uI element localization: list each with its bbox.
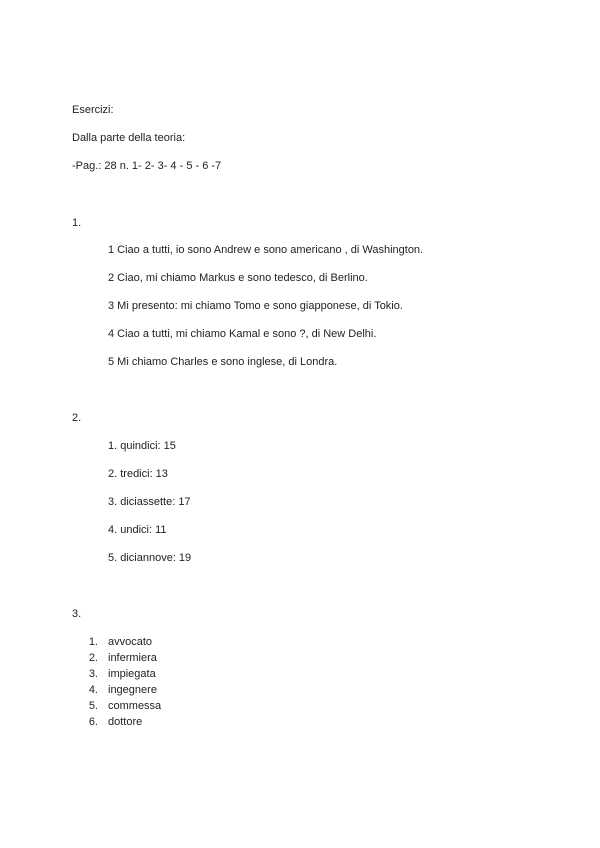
section-1-item: 2 Ciao, mi chiamo Markus e sono tedesco, di Berlino. bbox=[108, 272, 368, 284]
section-2-item: 3. diciassette: 17 bbox=[108, 496, 191, 508]
section-1-item: 4 Ciao a tutti, mi chiamo Kamal e sono ?, di New Delhi. bbox=[108, 328, 377, 340]
list-item-number: 4. bbox=[88, 684, 98, 696]
section-1-label: 1. bbox=[72, 217, 82, 229]
list-item-number: 3. bbox=[88, 668, 98, 680]
list-item-number: 5. bbox=[88, 700, 98, 712]
list-item: avvocato bbox=[108, 636, 153, 648]
section-2-item: 4. undici: 11 bbox=[108, 524, 167, 536]
section-2-label: 2. bbox=[72, 412, 82, 424]
section-1-item: 3 Mi presento: mi chiamo Tomo e sono giapponese, di Tokio. bbox=[108, 300, 403, 312]
list-item-number: 6. bbox=[88, 716, 98, 728]
list-item-number: 2. bbox=[88, 652, 98, 664]
list-item: commessa bbox=[108, 700, 162, 712]
section-1-item: 5 Mi chiamo Charles e sono inglese, di Londra. bbox=[108, 356, 338, 368]
section-2-item: 1. quindici: 15 bbox=[108, 440, 176, 452]
section-2-item: 5. diciannove: 19 bbox=[108, 552, 192, 564]
list-item: dottore bbox=[108, 716, 143, 728]
theory-subtitle: Dalla parte della teoria: bbox=[72, 132, 186, 144]
section-3-label: 3. bbox=[72, 608, 82, 620]
exercises-title: Esercizi: bbox=[72, 104, 114, 116]
section-2-item: 2. tredici: 13 bbox=[108, 468, 168, 480]
list-item: infermiera bbox=[108, 652, 157, 664]
page-reference: -Pag.: 28 n. 1- 2- 3- 4 - 5 - 6 -7 bbox=[72, 160, 222, 172]
section-1-item: 1 Ciao a tutti, io sono Andrew e sono americano , di Washington. bbox=[108, 244, 424, 256]
list-item: impiegata bbox=[108, 668, 156, 680]
list-item-number: 1. bbox=[88, 636, 98, 648]
list-item: ingegnere bbox=[108, 684, 157, 696]
